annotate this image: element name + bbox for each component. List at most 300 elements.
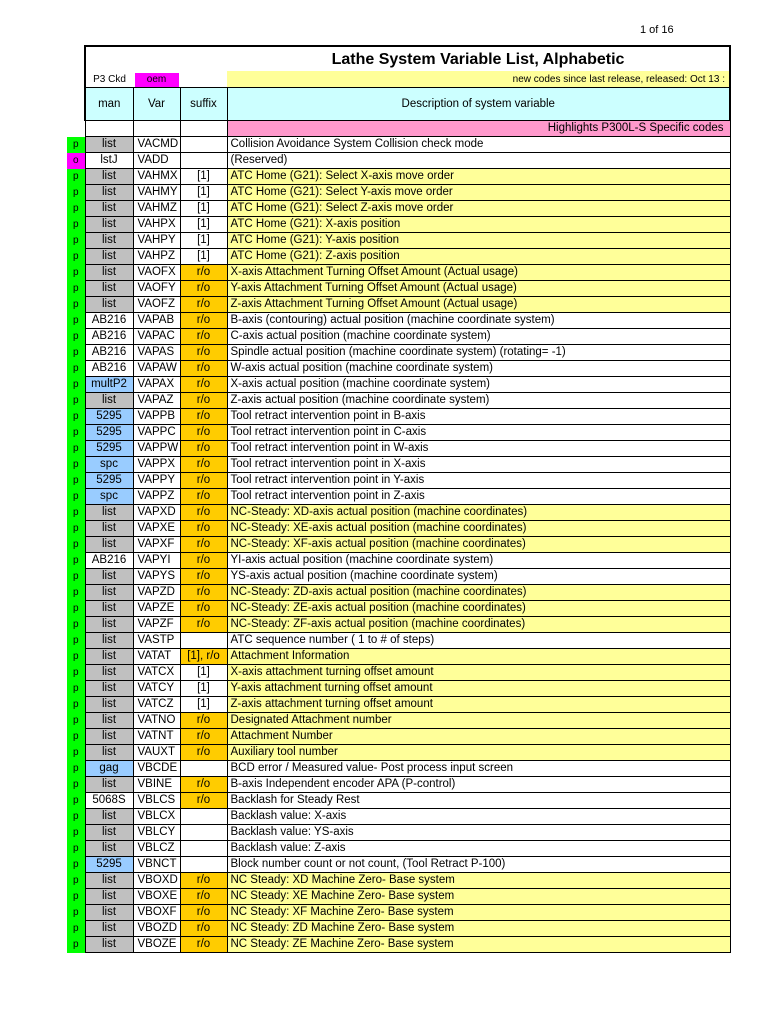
- man-cell: gag: [85, 761, 133, 777]
- var-cell: VBINE: [133, 777, 180, 793]
- description-cell: NC-Steady: XD-axis actual position (machine coordinates): [227, 505, 730, 521]
- man-cell: list: [85, 281, 133, 297]
- var-cell: VBOZE: [133, 937, 180, 953]
- page-number: 1 of 16: [640, 24, 674, 36]
- status-flag: p: [67, 249, 85, 265]
- man-cell: list: [85, 217, 133, 233]
- man-cell: list: [85, 617, 133, 633]
- suffix-cell: [180, 153, 227, 169]
- var-cell: VAHPZ: [133, 249, 180, 265]
- status-flag: p: [67, 233, 85, 249]
- var-cell: VBLCY: [133, 825, 180, 841]
- status-flag: p: [67, 697, 85, 713]
- man-cell: list: [85, 841, 133, 857]
- table-row: [67, 537, 730, 553]
- table-row: [67, 713, 730, 729]
- status-flag: p: [67, 425, 85, 441]
- description-cell: B-axis (contouring) actual position (machine coordinate system): [227, 313, 730, 329]
- header-description: Description of system variable: [227, 88, 730, 121]
- description-cell: Tool retract intervention point in W-axis: [227, 441, 730, 457]
- status-flag: p: [67, 665, 85, 681]
- var-cell: VAPPW: [133, 441, 180, 457]
- description-cell: Y-axis attachment turning offset amount: [227, 681, 730, 697]
- status-flag: p: [67, 281, 85, 297]
- status-flag: p: [67, 185, 85, 201]
- suffix-cell: r/o: [180, 393, 227, 409]
- description-cell: Designated Attachment number: [227, 713, 730, 729]
- suffix-cell: r/o: [180, 905, 227, 921]
- table-row: [67, 809, 730, 825]
- new-codes-note: new codes since last release, released: Oct 13 :: [227, 71, 730, 88]
- var-cell: VAPAX: [133, 377, 180, 393]
- suffix-cell: [1]: [180, 217, 227, 233]
- suffix-cell: [1]: [180, 169, 227, 185]
- suffix-cell: [1]: [180, 233, 227, 249]
- var-cell: VAPYS: [133, 569, 180, 585]
- var-cell: VAPXE: [133, 521, 180, 537]
- table-row: [67, 905, 730, 921]
- status-flag: p: [67, 361, 85, 377]
- description-cell: NC Steady: XF Machine Zero- Base system: [227, 905, 730, 921]
- suffix-cell: r/o: [180, 937, 227, 953]
- table-row: [67, 665, 730, 681]
- description-cell: NC Steady: XD Machine Zero- Base system: [227, 873, 730, 889]
- suffix-cell: r/o: [180, 729, 227, 745]
- status-flag: p: [67, 537, 85, 553]
- man-cell: 5295: [85, 857, 133, 873]
- table-row: [67, 601, 730, 617]
- var-cell: VATAT: [133, 649, 180, 665]
- suffix-cell: [1]: [180, 249, 227, 265]
- description-cell: Z-axis actual position (machine coordinate system): [227, 393, 730, 409]
- var-cell: VBCDE: [133, 761, 180, 777]
- description-cell: Attachment Number: [227, 729, 730, 745]
- status-flag: p: [67, 633, 85, 649]
- table-row: [67, 409, 730, 425]
- var-cell: VAHMX: [133, 169, 180, 185]
- man-cell: list: [85, 233, 133, 249]
- var-cell: VATNO: [133, 713, 180, 729]
- description-cell: ATC Home (G21): X-axis position: [227, 217, 730, 233]
- var-cell: VAHPY: [133, 233, 180, 249]
- var-cell: VBLCX: [133, 809, 180, 825]
- description-cell: Auxiliary tool number: [227, 745, 730, 761]
- man-cell: list: [85, 537, 133, 553]
- header-man: man: [85, 88, 133, 121]
- table-row: [67, 505, 730, 521]
- description-cell: ATC sequence number ( 1 to # of steps): [227, 633, 730, 649]
- suffix-cell: r/o: [180, 537, 227, 553]
- var-cell: VAPZD: [133, 585, 180, 601]
- description-cell: BCD error / Measured value- Post process input screen: [227, 761, 730, 777]
- table-row: [67, 825, 730, 841]
- table-row: [67, 425, 730, 441]
- table-row: [67, 377, 730, 393]
- description-cell: Block number count or not count, (Tool Retract P-100): [227, 857, 730, 873]
- description-cell: NC-Steady: ZE-axis actual position (machine coordinates): [227, 601, 730, 617]
- description-cell: B-axis Independent encoder APA (P-control): [227, 777, 730, 793]
- suffix-cell: r/o: [180, 265, 227, 281]
- man-cell: 5295: [85, 409, 133, 425]
- man-cell: list: [85, 249, 133, 265]
- man-cell: list: [85, 697, 133, 713]
- suffix-cell: r/o: [180, 745, 227, 761]
- var-cell: VAOFX: [133, 265, 180, 281]
- var-cell: VAPZE: [133, 601, 180, 617]
- man-cell: list: [85, 921, 133, 937]
- suffix-cell: r/o: [180, 873, 227, 889]
- description-cell: Backlash value: X-axis: [227, 809, 730, 825]
- table-row: [67, 345, 730, 361]
- description-cell: C-axis actual position (machine coordinate system): [227, 329, 730, 345]
- description-cell: Z-axis Attachment Turning Offset Amount (Actual usage): [227, 297, 730, 313]
- status-flag: p: [67, 345, 85, 361]
- table-row: [67, 777, 730, 793]
- var-cell: VASTP: [133, 633, 180, 649]
- var-cell: VAPAC: [133, 329, 180, 345]
- suffix-cell: r/o: [180, 585, 227, 601]
- man-cell: list: [85, 825, 133, 841]
- status-flag: p: [67, 505, 85, 521]
- var-cell: VATCY: [133, 681, 180, 697]
- description-cell: X-axis Attachment Turning Offset Amount (Actual usage): [227, 265, 730, 281]
- status-flag: p: [67, 729, 85, 745]
- table-row: [67, 697, 730, 713]
- status-flag: p: [67, 745, 85, 761]
- table-row: [67, 265, 730, 281]
- table-row: [67, 473, 730, 489]
- man-cell: AB216: [85, 329, 133, 345]
- description-cell: YS-axis actual position (machine coordinate system): [227, 569, 730, 585]
- status-flag: p: [67, 377, 85, 393]
- description-cell: W-axis actual position (machine coordinate system): [227, 361, 730, 377]
- description-cell: Tool retract intervention point in Y-axis: [227, 473, 730, 489]
- suffix-cell: r/o: [180, 297, 227, 313]
- var-cell: VBOZD: [133, 921, 180, 937]
- description-cell: Z-axis attachment turning offset amount: [227, 697, 730, 713]
- table-row: [67, 617, 730, 633]
- var-cell: VAHPX: [133, 217, 180, 233]
- table-row: [67, 745, 730, 761]
- man-cell: list: [85, 601, 133, 617]
- description-cell: NC Steady: ZD Machine Zero- Base system: [227, 921, 730, 937]
- description-cell: Tool retract intervention point in B-axis: [227, 409, 730, 425]
- description-cell: ATC Home (G21): Select X-axis move order: [227, 169, 730, 185]
- man-cell: 5295: [85, 425, 133, 441]
- table-row: [67, 457, 730, 473]
- table-row: [67, 249, 730, 265]
- table-row: [67, 329, 730, 345]
- table-row: [67, 761, 730, 777]
- table-row: [67, 441, 730, 457]
- var-cell: VAPXF: [133, 537, 180, 553]
- suffix-cell: [1]: [180, 201, 227, 217]
- description-cell: NC-Steady: XE-axis actual position (machine coordinates): [227, 521, 730, 537]
- man-cell: list: [85, 889, 133, 905]
- var-cell: VATNT: [133, 729, 180, 745]
- suffix-cell: r/o: [180, 473, 227, 489]
- table-row: [67, 393, 730, 409]
- suffix-cell: r/o: [180, 569, 227, 585]
- var-cell: VAPPZ: [133, 489, 180, 505]
- description-cell: Attachment Information: [227, 649, 730, 665]
- variable-table: [67, 45, 731, 953]
- var-cell: VAOFY: [133, 281, 180, 297]
- description-cell: NC-Steady: ZD-axis actual position (machine coordinates): [227, 585, 730, 601]
- suffix-cell: [1]: [180, 681, 227, 697]
- var-cell: VBOXE: [133, 889, 180, 905]
- man-cell: list: [85, 393, 133, 409]
- suffix-cell: r/o: [180, 601, 227, 617]
- man-cell: list: [85, 201, 133, 217]
- var-cell: VATCZ: [133, 697, 180, 713]
- description-cell: ATC Home (G21): Y-axis position: [227, 233, 730, 249]
- var-cell: VAPXD: [133, 505, 180, 521]
- status-flag: p: [67, 297, 85, 313]
- table-row: [67, 937, 730, 953]
- status-flag: p: [67, 489, 85, 505]
- table-row: [67, 633, 730, 649]
- table-row: [67, 313, 730, 329]
- man-cell: list: [85, 745, 133, 761]
- suffix-cell: r/o: [180, 921, 227, 937]
- status-flag: p: [67, 569, 85, 585]
- description-cell: X-axis actual position (machine coordinate system): [227, 377, 730, 393]
- table-row: [67, 153, 730, 169]
- status-flag: p: [67, 409, 85, 425]
- suffix-cell: r/o: [180, 361, 227, 377]
- table-row: [67, 137, 730, 153]
- status-flag: p: [67, 617, 85, 633]
- status-flag: p: [67, 585, 85, 601]
- man-cell: list: [85, 265, 133, 281]
- status-flag: p: [67, 921, 85, 937]
- suffix-cell: r/o: [180, 553, 227, 569]
- status-flag: p: [67, 313, 85, 329]
- status-flag: p: [67, 857, 85, 873]
- header-suffix: suffix: [180, 88, 227, 121]
- var-cell: VBLCZ: [133, 841, 180, 857]
- description-cell: Tool retract intervention point in C-axis: [227, 425, 730, 441]
- table-row: [67, 841, 730, 857]
- title-row: [67, 46, 730, 71]
- suffix-cell: r/o: [180, 329, 227, 345]
- description-cell: Collision Avoidance System Collision check mode: [227, 137, 730, 153]
- table-row: [67, 281, 730, 297]
- table-row: [67, 233, 730, 249]
- status-flag: p: [67, 937, 85, 953]
- suffix-cell: r/o: [180, 713, 227, 729]
- var-cell: VAPZF: [133, 617, 180, 633]
- var-cell: VAPAS: [133, 345, 180, 361]
- var-cell: VAPPX: [133, 457, 180, 473]
- status-flag: p: [67, 681, 85, 697]
- var-cell: VAOFZ: [133, 297, 180, 313]
- description-cell: Backlash for Steady Rest: [227, 793, 730, 809]
- suffix-cell: r/o: [180, 409, 227, 425]
- status-flag: p: [67, 809, 85, 825]
- header-var: Var: [133, 88, 180, 121]
- status-flag: p: [67, 713, 85, 729]
- man-cell: list: [85, 729, 133, 745]
- status-flag: p: [67, 841, 85, 857]
- suffix-cell: r/o: [180, 345, 227, 361]
- man-cell: list: [85, 681, 133, 697]
- man-cell: list: [85, 713, 133, 729]
- suffix-cell: r/o: [180, 441, 227, 457]
- suffix-cell: [180, 841, 227, 857]
- status-flag: o: [67, 153, 85, 169]
- suffix-cell: [180, 137, 227, 153]
- table-row: [67, 585, 730, 601]
- oem-badge: oem: [135, 73, 179, 87]
- suffix-cell: r/o: [180, 489, 227, 505]
- status-flag: p: [67, 825, 85, 841]
- man-cell: AB216: [85, 345, 133, 361]
- var-cell: VAPAW: [133, 361, 180, 377]
- description-cell: Y-axis Attachment Turning Offset Amount (Actual usage): [227, 281, 730, 297]
- status-flag: p: [67, 217, 85, 233]
- table-row: [67, 857, 730, 873]
- table-row: [67, 217, 730, 233]
- suffix-cell: [1]: [180, 665, 227, 681]
- table-row: [67, 681, 730, 697]
- p3-ckd-label: P3 Ckd: [85, 71, 133, 88]
- man-cell: AB216: [85, 361, 133, 377]
- status-flag: p: [67, 473, 85, 489]
- man-cell: AB216: [85, 313, 133, 329]
- status-flag: p: [67, 393, 85, 409]
- status-flag: p: [67, 441, 85, 457]
- man-cell: list: [85, 297, 133, 313]
- table-row: [67, 921, 730, 937]
- status-flag: p: [67, 265, 85, 281]
- highlight-note: Highlights P300L-S Specific codes: [227, 121, 730, 137]
- var-cell: VAPYI: [133, 553, 180, 569]
- var-cell: VBNCT: [133, 857, 180, 873]
- var-cell: VAPPC: [133, 425, 180, 441]
- suffix-cell: [180, 857, 227, 873]
- suffix-cell: r/o: [180, 793, 227, 809]
- description-cell: ATC Home (G21): Select Z-axis move order: [227, 201, 730, 217]
- suffix-cell: r/o: [180, 617, 227, 633]
- status-flag: p: [67, 137, 85, 153]
- description-cell: NC-Steady: ZF-axis actual position (machine coordinates): [227, 617, 730, 633]
- suffix-cell: r/o: [180, 457, 227, 473]
- table-row: [67, 297, 730, 313]
- man-cell: list: [85, 505, 133, 521]
- var-cell: VAPPB: [133, 409, 180, 425]
- status-flag: p: [67, 761, 85, 777]
- man-cell: list: [85, 569, 133, 585]
- status-flag: p: [67, 649, 85, 665]
- man-cell: AB216: [85, 553, 133, 569]
- subheader-row: [67, 71, 730, 88]
- man-cell: list: [85, 521, 133, 537]
- table-row: [67, 201, 730, 217]
- table-row: [67, 793, 730, 809]
- status-flag: p: [67, 777, 85, 793]
- highlight-row: [67, 121, 730, 137]
- suffix-cell: r/o: [180, 505, 227, 521]
- table-row: [67, 489, 730, 505]
- table-row: [67, 361, 730, 377]
- variable-table-sheet: [67, 45, 731, 953]
- man-cell: 5295: [85, 441, 133, 457]
- description-cell: NC Steady: ZE Machine Zero- Base system: [227, 937, 730, 953]
- status-flag: p: [67, 521, 85, 537]
- status-flag: p: [67, 889, 85, 905]
- var-cell: VAUXT: [133, 745, 180, 761]
- man-cell: lstJ: [85, 153, 133, 169]
- suffix-cell: r/o: [180, 377, 227, 393]
- suffix-cell: [180, 809, 227, 825]
- status-flag: p: [67, 329, 85, 345]
- table-row: [67, 169, 730, 185]
- suffix-cell: [1], r/o: [180, 649, 227, 665]
- var-cell: VAPPY: [133, 473, 180, 489]
- man-cell: list: [85, 905, 133, 921]
- table-row: [67, 873, 730, 889]
- man-cell: list: [85, 873, 133, 889]
- man-cell: list: [85, 633, 133, 649]
- man-cell: list: [85, 665, 133, 681]
- man-cell: 5068S: [85, 793, 133, 809]
- var-cell: VADD: [133, 153, 180, 169]
- table-row: [67, 889, 730, 905]
- suffix-cell: [1]: [180, 697, 227, 713]
- man-cell: list: [85, 777, 133, 793]
- description-cell: Tool retract intervention point in Z-axis: [227, 489, 730, 505]
- description-cell: YI-axis actual position (machine coordinate system): [227, 553, 730, 569]
- suffix-cell: r/o: [180, 889, 227, 905]
- man-cell: list: [85, 809, 133, 825]
- suffix-cell: r/o: [180, 425, 227, 441]
- status-flag: p: [67, 201, 85, 217]
- var-cell: VAHMZ: [133, 201, 180, 217]
- status-flag: p: [67, 169, 85, 185]
- status-flag: p: [67, 793, 85, 809]
- description-cell: X-axis attachment turning offset amount: [227, 665, 730, 681]
- var-cell: VBLCS: [133, 793, 180, 809]
- var-cell: VBOXF: [133, 905, 180, 921]
- var-cell: VAPAZ: [133, 393, 180, 409]
- table-row: [67, 569, 730, 585]
- suffix-cell: [1]: [180, 185, 227, 201]
- suffix-cell: r/o: [180, 521, 227, 537]
- description-cell: (Reserved): [227, 153, 730, 169]
- man-cell: list: [85, 649, 133, 665]
- suffix-cell: [180, 761, 227, 777]
- suffix-cell: r/o: [180, 777, 227, 793]
- table-row: [67, 521, 730, 537]
- description-cell: NC-Steady: XF-axis actual position (machine coordinates): [227, 537, 730, 553]
- suffix-cell: r/o: [180, 313, 227, 329]
- man-cell: list: [85, 185, 133, 201]
- status-flag: p: [67, 905, 85, 921]
- description-cell: Backlash value: Z-axis: [227, 841, 730, 857]
- description-cell: NC Steady: XE Machine Zero- Base system: [227, 889, 730, 905]
- status-flag: p: [67, 553, 85, 569]
- description-cell: ATC Home (G21): Z-axis position: [227, 249, 730, 265]
- page-title: Lathe System Variable List, Alphabetic: [227, 46, 730, 71]
- description-cell: Tool retract intervention point in X-axis: [227, 457, 730, 473]
- description-cell: Backlash value: YS-axis: [227, 825, 730, 841]
- table-row: [67, 553, 730, 569]
- var-cell: VAPAB: [133, 313, 180, 329]
- man-cell: spc: [85, 457, 133, 473]
- table-row: [67, 729, 730, 745]
